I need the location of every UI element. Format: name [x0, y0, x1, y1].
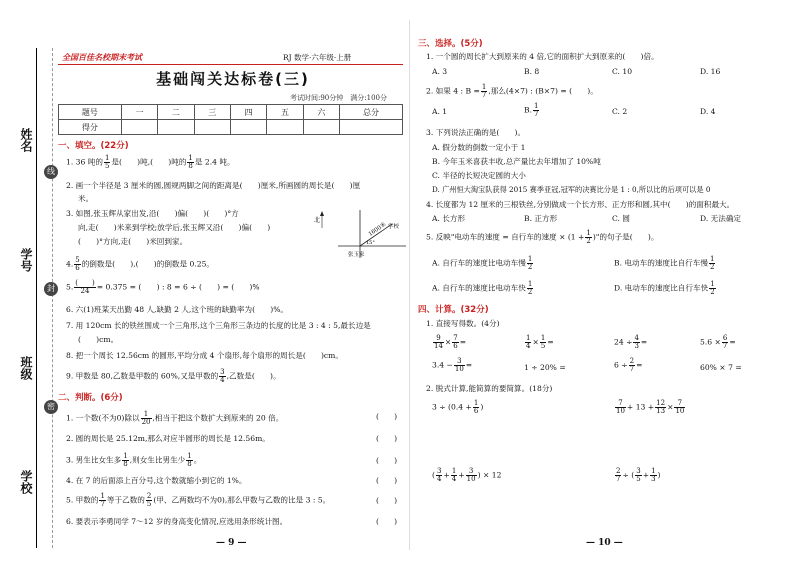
fraction: $\frac{2}{5}$ — [146, 492, 152, 508]
fraction: $\frac{1}{2}$ — [527, 255, 533, 271]
judge-2: 2. 圆的周长是 25.12m,那么对应半圆形的周长是 12.56m。 — [66, 434, 270, 443]
question-6: 6. 六(1)班某天出勤 48 人,缺勤 2 人,这个班的缺勤率为( )%。 — [66, 305, 288, 314]
fraction: $\frac{3}{4}$ — [220, 368, 225, 384]
question-1: 1. 36 吨的 $\frac{1}{5}$ 是( )吨,( )吨的 $\frac{1}{8}$ 是 2.4 吨。 — [66, 154, 235, 170]
section-calc-title: 四、计算。(32分) — [418, 305, 489, 315]
calc-part-2: 2. 脱式计算,能简算的要简算。(18分) — [426, 384, 553, 393]
distance-label: 1600米 — [367, 221, 388, 238]
expr-2: $\frac{7}{10}$ + 13 + $\frac{12}{13}$ × $\frac{7}{10}$ — [616, 399, 685, 415]
expr-3: ( $\frac{3}{4}$ + $\frac{1}{4}$ + $\frac{3}{10}$ ) × 12 — [432, 467, 502, 483]
option-d[interactable]: D. 无法确定 — [700, 214, 742, 223]
judge-6: 6. 要表示李勇同学 7～12 岁的身高变化情况,应选用条形统计图。 — [66, 517, 288, 526]
name-label: 姓名 — [19, 128, 33, 152]
fraction: $\frac{1}{4}$ — [526, 334, 531, 350]
calc-8: 60% × 7 = — [700, 363, 742, 372]
judge-answer-6[interactable]: ( ) — [376, 517, 398, 526]
fraction: $\frac{7}{10}$ — [675, 399, 685, 415]
option-c[interactable]: C. 10 — [612, 67, 633, 76]
score-header-cell: 一 — [121, 105, 157, 120]
question-2: 2. 画一个半径是 3 厘米的圆,圆规两脚之间的距离是( )厘米,所画圆的周长是( )厘 — [66, 181, 361, 190]
page-divider — [409, 20, 410, 550]
question-8: 8. 把一个周长 12.56cm 的圆形,平均分成 4 个扇形,每个扇形的周长是( )cm。 — [66, 351, 343, 360]
fraction: $\frac{1}{8}$ — [123, 452, 128, 468]
choice-3-option-d[interactable]: D. 广州恒大淘宝队获得 2015 赛季亚冠,冠军的决赛比分是 1 : 0,所以比的后项可以是 0 — [432, 185, 711, 194]
left-page — [58, 0, 403, 562]
score-table — [58, 104, 403, 135]
choice-5-option-c[interactable]: A. 自行车的速度比电动车快 $\frac{1}{2}$ — [432, 280, 533, 296]
question-3-line-3: ( )°方向,走( )米回到家。 — [78, 237, 188, 246]
fraction: $\frac{4}{3}$ — [634, 334, 639, 350]
judge-3: 3. 男生比女生多 $\frac{1}{8}$ ,则女生比男生少 $\frac{1}{8}$ 。 — [66, 452, 202, 468]
fraction: $\frac{1}{6}$ — [473, 399, 479, 415]
header-rule — [58, 64, 403, 65]
fraction: $\frac{5}{6}$ — [75, 256, 80, 272]
choice-4: 4. 长度都为 12 厘米的三根铁丝,分别做成一个长方形、正方形和圆,其中( )的面积最大。 — [426, 200, 735, 209]
calc-1: $\frac{9}{14}$ × $\frac{7}{6}$ = — [434, 334, 467, 350]
fraction: $\frac{1}{20}$ — [141, 410, 151, 426]
question-4: 4. $\frac{5}{6}$ 的倒数是( ),( )的倒数是 0.25。 — [66, 256, 215, 272]
calc-part-1: 1. 直接写得数。(4分) — [426, 319, 500, 328]
option-a[interactable]: A. 1 — [432, 107, 448, 116]
choice-5-option-d[interactable]: D. 电动车的速度比自行车快 $\frac{1}{2}$ — [614, 280, 715, 296]
score-header-cell: 二 — [158, 105, 194, 120]
option-b[interactable]: B. 8 — [524, 67, 540, 76]
series-tag: RJ 数学·六年级·上册 — [283, 53, 352, 62]
fraction: $\frac{1}{4}$ — [451, 467, 457, 483]
choice-3-option-c[interactable]: C. 半径的长短决定圆的大小 — [432, 171, 526, 180]
fraction: $\frac{1}{7}$ — [534, 102, 539, 118]
fraction: $\frac{1}{7}$ — [481, 83, 487, 99]
score-header-label: 题号 — [59, 105, 122, 120]
question-2-cont: 米。 — [78, 194, 94, 203]
calc-6: 1 ÷ 20% = — [524, 363, 566, 372]
score-entry-cell[interactable] — [230, 120, 266, 135]
binding-line — [36, 48, 37, 548]
judge-4: 4. 在 7 的后面添上百分号,这个数就缩小到它的 1%。 — [66, 476, 247, 485]
fraction: $\frac{3}{5}$ — [636, 467, 641, 483]
fraction: $\frac{1}{7}$ — [100, 492, 105, 508]
direction-map — [308, 206, 408, 262]
score-entry-cell[interactable] — [303, 120, 339, 135]
fraction: $\frac{1}{8}$ — [188, 154, 193, 170]
calc-3: 24 ÷ $\frac{4}{3}$ = — [614, 334, 648, 350]
question-5: 5. $\frac{( )}{24}$ = 0.375 = ( ) : 8 = 6 ÷ ( ) = ( )% — [66, 279, 260, 295]
score-header-cell: 三 — [194, 105, 230, 120]
judge-1: 1. 一个数(不为0)除以 $\frac{1}{20}$ ,相当于把这个数扩大到原来的 20 倍。 — [66, 410, 284, 426]
class-label: 班级 — [19, 356, 33, 380]
header-tag: 全国百佳名校期末考试 — [62, 52, 142, 62]
score-entry-cell[interactable] — [267, 120, 303, 135]
school-marker: 学校 — [388, 224, 400, 230]
fraction: $\frac{9}{14}$ — [434, 334, 443, 350]
option-d[interactable]: D. 16 — [700, 67, 721, 76]
seal-line-mark: 线 — [44, 165, 58, 179]
score-header-cell: 四 — [230, 105, 266, 120]
judge-answer-1[interactable]: ( ) — [376, 412, 398, 421]
choice-3-option-a[interactable]: A. 假分数的倒数一定小于 1 — [432, 143, 526, 152]
section-fill-blank-title: 一、填空。(22分) — [58, 141, 129, 151]
angle-label: 15° — [366, 240, 375, 246]
section-judge-title: 二、判断。(6分) — [58, 393, 123, 403]
fraction: $\frac{1}{2}$ — [586, 229, 591, 245]
fraction: $\frac{3}{10}$ — [454, 357, 464, 373]
judge-answer-3[interactable]: ( ) — [376, 456, 398, 465]
cut-line — [52, 48, 53, 548]
north-label: 北 — [314, 217, 321, 224]
calc-4: 5.6 × $\frac{6}{7}$ = — [700, 334, 736, 350]
school-label: 学校 — [19, 470, 33, 494]
option-b[interactable]: B. 正方形 — [524, 214, 558, 223]
fraction: $\frac{1}{2}$ — [527, 280, 533, 296]
score-entry-cell[interactable] — [158, 120, 194, 135]
question-7-cont: ( )cm。 — [78, 335, 119, 344]
student-id-label: 学号 — [19, 248, 33, 272]
option-a[interactable]: A. 长方形 — [432, 214, 466, 223]
score-row-label: 得分 — [59, 120, 122, 135]
fraction: $\frac{7}{6}$ — [453, 334, 458, 350]
page-number-10: — 10 — — [586, 538, 623, 548]
choice-2: 2. 如果 4 : B = $\frac{1}{7}$ ,那么(4×7) : (B×7) = ( )。 — [426, 83, 598, 99]
fraction: $\frac{1}{3}$ — [651, 467, 656, 483]
question-9: 9. 甲数是 80,乙数是甲数的 60%,又是甲数的 $\frac{3}{4}$ ,乙数是( )。 — [66, 368, 281, 384]
judge-answer-4[interactable]: ( ) — [376, 476, 398, 485]
score-entry-cell[interactable] — [194, 120, 230, 135]
fraction: $\frac{1}{5}$ — [104, 154, 110, 170]
option-b[interactable]: B. $\frac{1}{7}$ — [524, 102, 539, 118]
score-entry-cell[interactable] — [340, 120, 403, 135]
binding-sidebar — [0, 0, 55, 562]
option-c[interactable]: C. 2 — [612, 107, 628, 116]
fraction: $\frac{1}{8}$ — [187, 452, 192, 468]
fraction: $\frac{3}{4}$ — [436, 467, 442, 483]
home-marker: 张玉家 — [348, 252, 365, 258]
fraction: $\frac{12}{13}$ — [656, 399, 666, 415]
fraction: $\frac{( )}{24}$ — [75, 279, 95, 295]
question-7: 7. 用 120cm 长的铁丝围成一个三角形,这个三角形三条边的长度的比是 3 : 4 : 5,最长边是 — [66, 321, 371, 330]
score-header-cell: 六 — [303, 105, 339, 120]
choice-5-option-b[interactable]: B. 电动车的速度比自行车慢 $\frac{1}{2}$ — [614, 255, 715, 271]
fraction: $\frac{6}{7}$ — [722, 334, 728, 350]
score-entry-cell[interactable] — [121, 120, 157, 135]
option-a[interactable]: A. 3 — [432, 67, 448, 76]
seal-seal-mark: 封 — [44, 282, 58, 296]
section-choice-title: 三、选择。(5分) — [418, 39, 483, 49]
fraction: $\frac{1}{2}$ — [709, 255, 715, 271]
calc-2: $\frac{1}{4}$ × $\frac{1}{5}$ = — [526, 334, 554, 350]
choice-5-option-a[interactable]: A. 自行车的速度比电动车慢 $\frac{1}{2}$ — [432, 255, 533, 271]
choice-3-option-b[interactable]: B. 今年玉米喜获丰收,总产量比去年增加了 10%吨 — [432, 157, 601, 166]
seal-secret-mark: 密 — [44, 400, 58, 414]
right-page — [418, 0, 790, 562]
fraction: $\frac{7}{10}$ — [616, 399, 625, 415]
calc-5: 3.4 − $\frac{3}{10}$ = — [432, 357, 473, 373]
fraction: $\frac{3}{10}$ — [466, 467, 476, 483]
page-title: 基础闯关达标卷(三) — [156, 70, 310, 88]
judge-answer-5[interactable]: ( ) — [376, 496, 398, 505]
page-number-9: — 9 — — [216, 538, 247, 548]
expr-4: $\frac{2}{7}$ ÷ ( $\frac{3}{5}$ + $\frac{1}{3}$ ) — [616, 467, 661, 483]
fraction: $\frac{2}{7}$ — [616, 467, 621, 483]
score-header-cell: 总分 — [340, 105, 403, 120]
fraction: $\frac{1}{5}$ — [540, 334, 546, 350]
exam-meta: 考试时间:90分钟 满分:100分 — [290, 94, 387, 102]
fraction: $\frac{2}{7}$ — [629, 357, 635, 373]
question-3-line-2: 向,走( )米来到学校;放学后,张玉辉又沿( )偏( ) — [78, 223, 271, 232]
choice-3: 3. 下列说法正确的是( )。 — [426, 128, 526, 137]
question-3-line-1: 3. 如图,张玉辉从家出发,沿( )偏( )( )°方 — [66, 209, 239, 218]
calc-7: 6 ÷ $\frac{2}{7}$ = — [614, 357, 643, 373]
option-d[interactable]: D. 4 — [700, 107, 716, 116]
option-c[interactable]: C. 圆 — [612, 214, 630, 223]
judge-5: 5. 甲数的 $\frac{1}{7}$ 等于乙数的 $\frac{2}{5}$ (甲、乙两数均不为0),那么甲数与乙数的比是 3 : 5。 — [66, 492, 331, 508]
fraction: $\frac{1}{2}$ — [710, 280, 715, 296]
expr-1: 3 ÷ (0.4 + $\frac{1}{6}$ ) — [432, 399, 484, 415]
choice-5: 5. 反映"电动车的速度 = 自行车的速度 × (1 + $\frac{1}{2}$ )"的句子是( )。 — [426, 229, 659, 245]
choice-1: 1. 一个圆的周长扩大到原来的 4 倍,它的面积扩大到原来的( )倍。 — [426, 52, 659, 61]
judge-answer-2[interactable]: ( ) — [376, 434, 398, 443]
score-header-cell: 五 — [267, 105, 303, 120]
